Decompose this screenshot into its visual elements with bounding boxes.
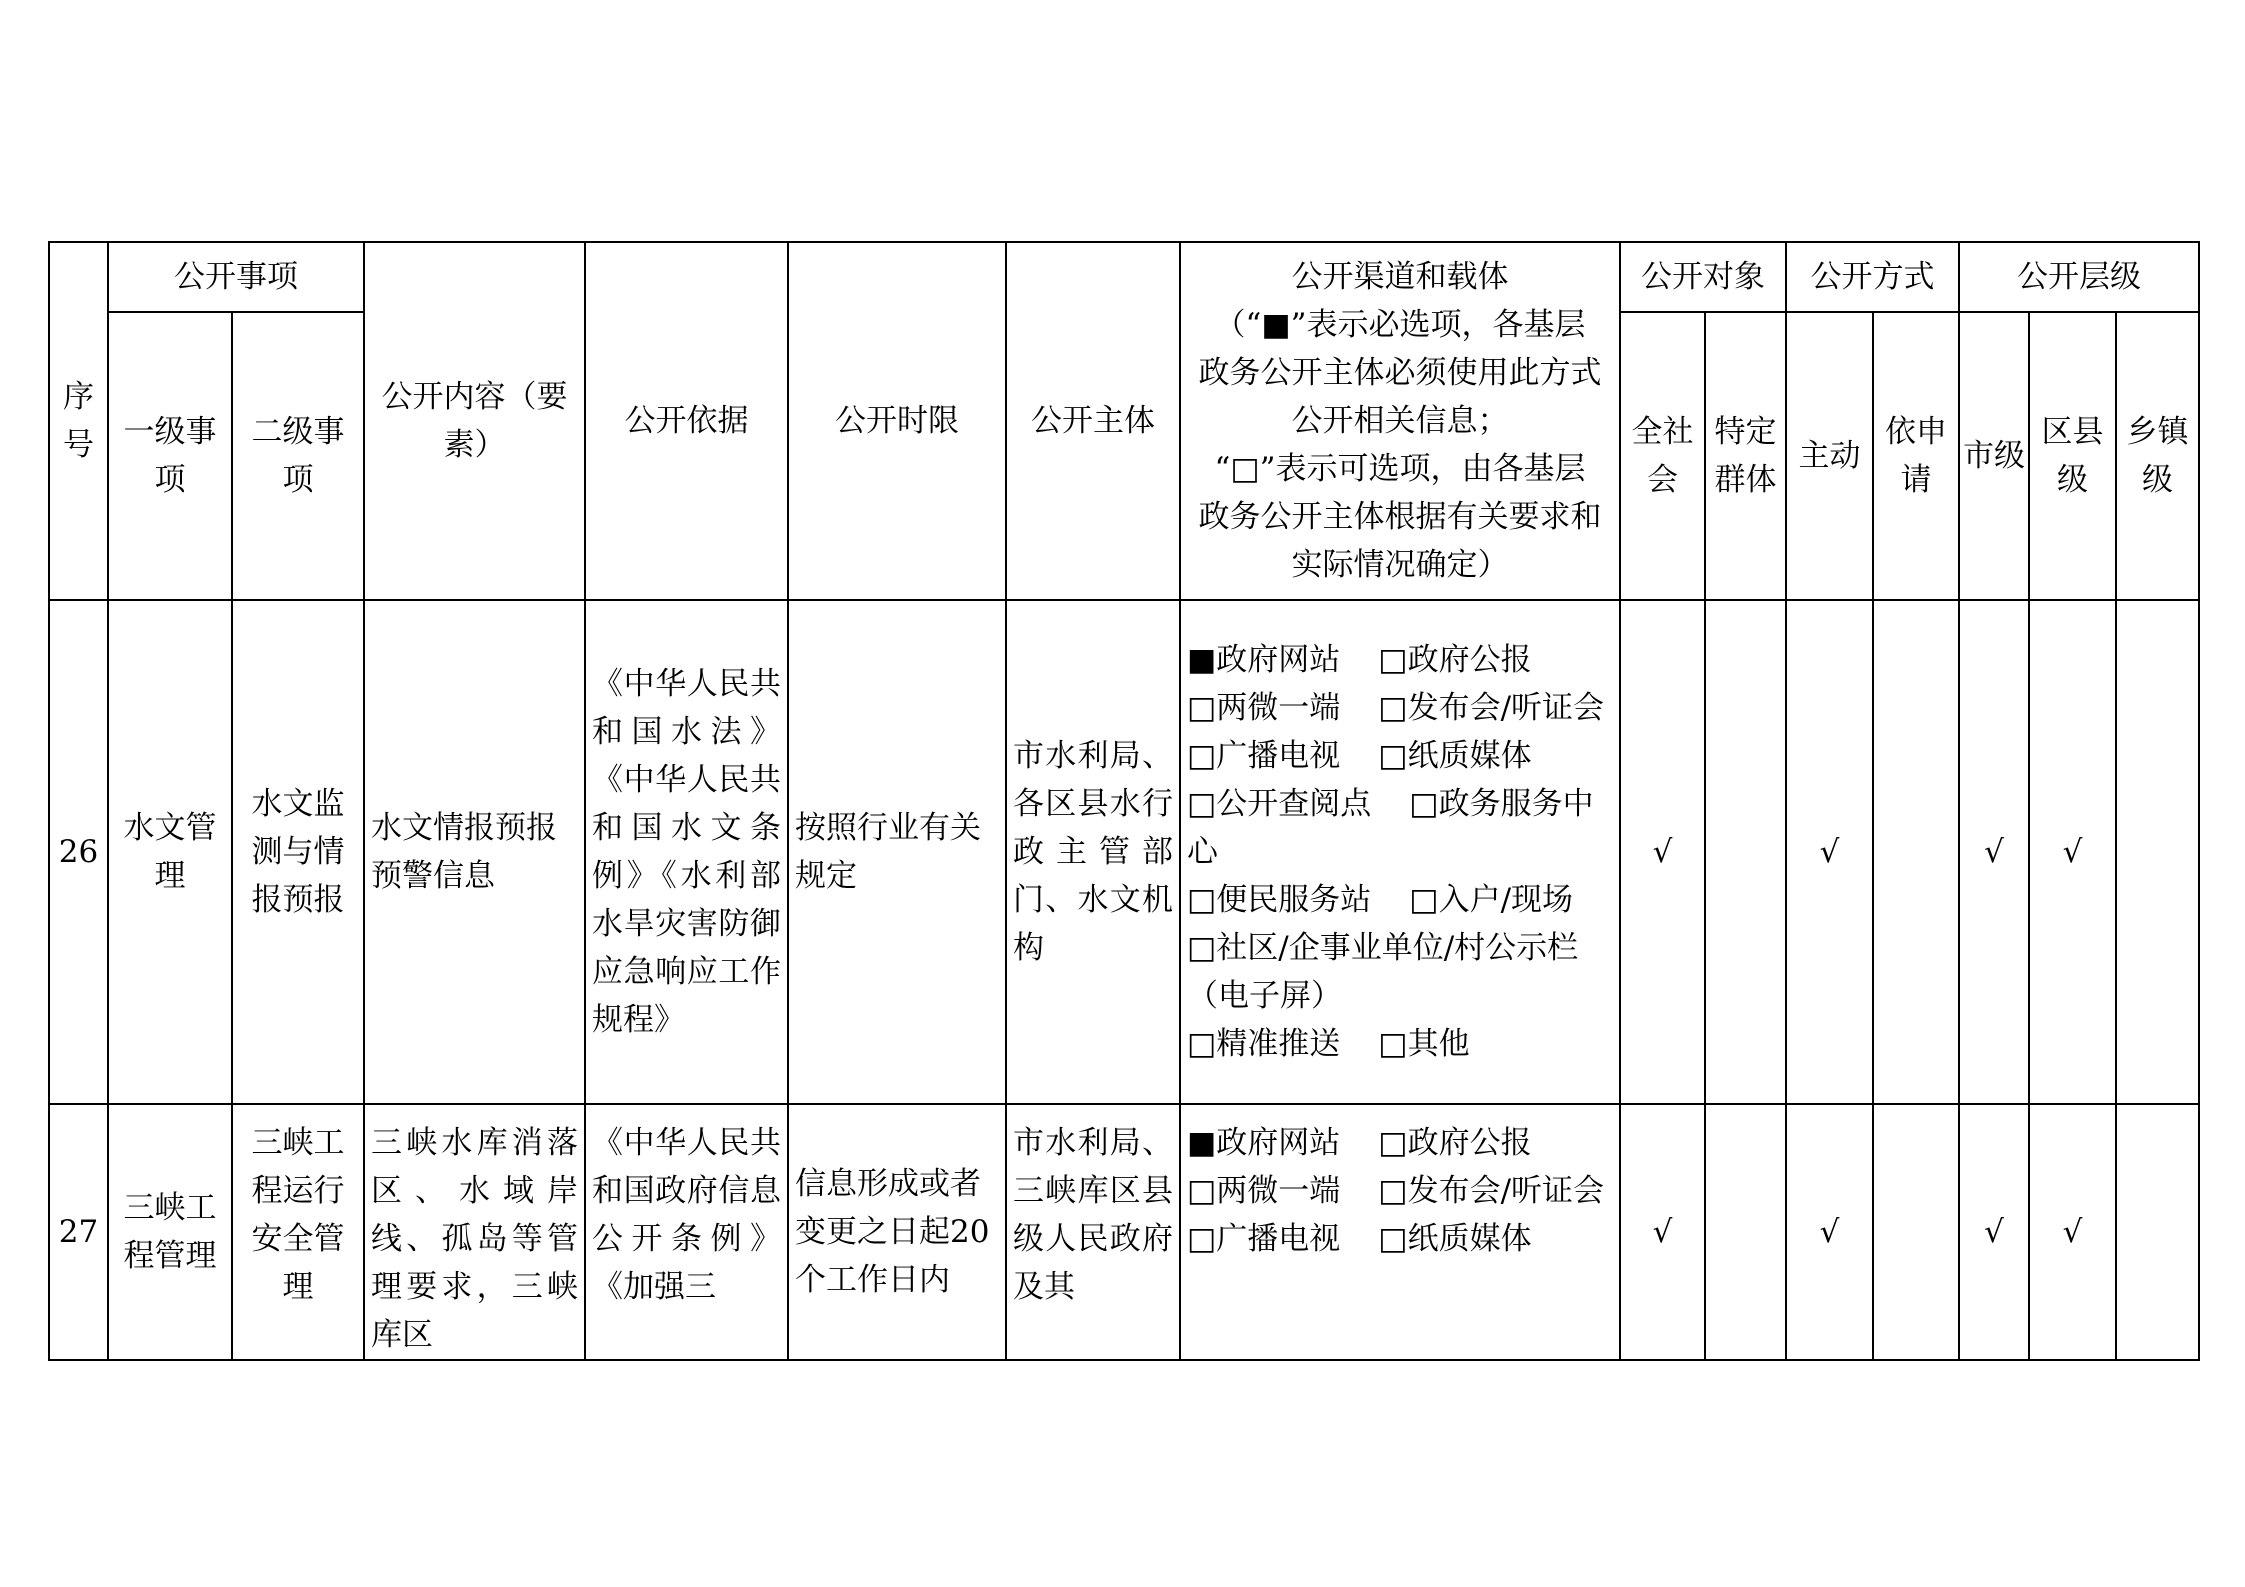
row-basis: 《中华人民共和国水法》《中华人民共和国水文条例》《水利部水旱灾害防御应急响应工作规程》 bbox=[585, 600, 788, 1104]
header-channel-note-1: （“■”表示必选项，各基层 bbox=[1214, 307, 1586, 343]
row-level-town bbox=[2116, 600, 2199, 1104]
channel-item: □便民服务站 bbox=[1187, 882, 1372, 918]
row-channels bbox=[1180, 1104, 1620, 1360]
header-timelimit: 公开时限 bbox=[788, 242, 1006, 600]
row-level-county: √ bbox=[2029, 600, 2116, 1104]
channel-item: □其他 bbox=[1378, 1026, 1470, 1062]
header-level-city: 市级 bbox=[1959, 312, 2029, 600]
row-method-apply bbox=[1873, 1104, 1959, 1360]
header-channel-note-4: “□”表示可选项，由各基层 bbox=[1214, 451, 1586, 487]
channel-item: □发布会/听证会 bbox=[1378, 1173, 1605, 1209]
row-level1: 水文管理 bbox=[108, 600, 232, 1104]
row-object-specific bbox=[1705, 1104, 1786, 1360]
row-level-town bbox=[2116, 1104, 2199, 1360]
channel-item: □纸质媒体 bbox=[1378, 738, 1532, 774]
channel-item: □政府公报 bbox=[1378, 642, 1532, 678]
header-content: 公开内容（要素） bbox=[364, 242, 585, 600]
channel-item: □两微一端 bbox=[1187, 690, 1341, 726]
row-method-active: √ bbox=[1786, 600, 1873, 1104]
row-level-city: √ bbox=[1959, 1104, 2029, 1360]
header-method: 公开方式 bbox=[1786, 242, 1959, 312]
channel-item: □社区/企事业单位/村公示栏（电子屏） bbox=[1187, 930, 1579, 1014]
channel-item: □政府公报 bbox=[1378, 1125, 1532, 1161]
header-channel-title: 公开渠道和载体 bbox=[1291, 259, 1509, 295]
header-channel bbox=[1180, 242, 1620, 600]
row-object-specific bbox=[1705, 600, 1786, 1104]
header-subject: 公开主体 bbox=[1006, 242, 1180, 600]
row-basis: 《中华人民共和国政府信息公开条例》《加强三 bbox=[585, 1104, 788, 1360]
row-content: 三峡水库消落区、水域岸线、孤岛等管理要求，三峡库区 bbox=[364, 1104, 585, 1360]
channel-item: □广播电视 bbox=[1187, 738, 1341, 774]
header-level-county: 区县级 bbox=[2029, 312, 2116, 600]
row-subject: 市水利局、三峡库区县级人民政府及其 bbox=[1006, 1104, 1180, 1360]
row-method-active: √ bbox=[1786, 1104, 1873, 1360]
row-level1: 三峡工程管理 bbox=[108, 1104, 232, 1360]
row-level-county: √ bbox=[2029, 1104, 2116, 1360]
row-seq: 26 bbox=[49, 600, 108, 1104]
header-level2: 二级事项 bbox=[232, 312, 364, 600]
header-object-all: 全社会 bbox=[1620, 312, 1705, 600]
row-level2: 水文监测与情报预报 bbox=[232, 600, 364, 1104]
header-level: 公开层级 bbox=[1959, 242, 2199, 312]
table-row bbox=[49, 600, 2199, 1104]
channel-item: □政务服务中心 bbox=[1187, 786, 1594, 870]
row-content: 水文情报预报预警信息 bbox=[364, 600, 585, 1104]
header-object: 公开对象 bbox=[1620, 242, 1786, 312]
row-level-city: √ bbox=[1959, 600, 2029, 1104]
header-seq: 序号 bbox=[49, 242, 108, 600]
channel-item: ■政府网站 bbox=[1187, 1125, 1341, 1161]
header-method-active: 主动 bbox=[1786, 312, 1873, 600]
header-public-matters: 公开事项 bbox=[108, 242, 364, 312]
table-row bbox=[49, 1104, 2199, 1360]
row-channels bbox=[1180, 600, 1620, 1104]
row-object-all: √ bbox=[1620, 600, 1705, 1104]
channel-item: □两微一端 bbox=[1187, 1173, 1341, 1209]
row-method-apply bbox=[1873, 600, 1959, 1104]
row-level2: 三峡工程运行安全管理 bbox=[232, 1104, 364, 1360]
header-channel-note-5: 政务公开主体根据有关要求和 bbox=[1198, 499, 1602, 535]
row-timelimit: 按照行业有关规定 bbox=[788, 600, 1006, 1104]
row-timelimit: 信息形成或者变更之日起20个工作日内 bbox=[788, 1104, 1006, 1360]
header-channel-note-3: 公开相关信息； bbox=[1291, 403, 1509, 439]
header-basis: 公开依据 bbox=[585, 242, 788, 600]
channel-item: □入户/现场 bbox=[1409, 882, 1574, 918]
row-subject: 市水利局、各区县水行政主管部门、水文机构 bbox=[1006, 600, 1180, 1104]
channel-item: □纸质媒体 bbox=[1378, 1221, 1532, 1257]
header-level1: 一级事项 bbox=[108, 312, 232, 600]
header-channel-note-2: 政务公开主体必须使用此方式 bbox=[1198, 355, 1602, 391]
row-object-all: √ bbox=[1620, 1104, 1705, 1360]
header-level-town: 乡镇级 bbox=[2116, 312, 2199, 600]
channel-item: □公开查阅点 bbox=[1187, 786, 1372, 822]
channel-item: ■政府网站 bbox=[1187, 642, 1341, 678]
row-seq: 27 bbox=[49, 1104, 108, 1360]
channel-item: □广播电视 bbox=[1187, 1221, 1341, 1257]
header-object-specific: 特定群体 bbox=[1705, 312, 1786, 600]
header-channel-note-6: 实际情况确定） bbox=[1291, 547, 1509, 583]
header-row-1 bbox=[49, 242, 2199, 312]
channel-item: □精准推送 bbox=[1187, 1026, 1341, 1062]
header-method-apply: 依申请 bbox=[1873, 312, 1959, 600]
disclosure-table bbox=[48, 241, 2200, 1361]
channel-item: □发布会/听证会 bbox=[1378, 690, 1605, 726]
